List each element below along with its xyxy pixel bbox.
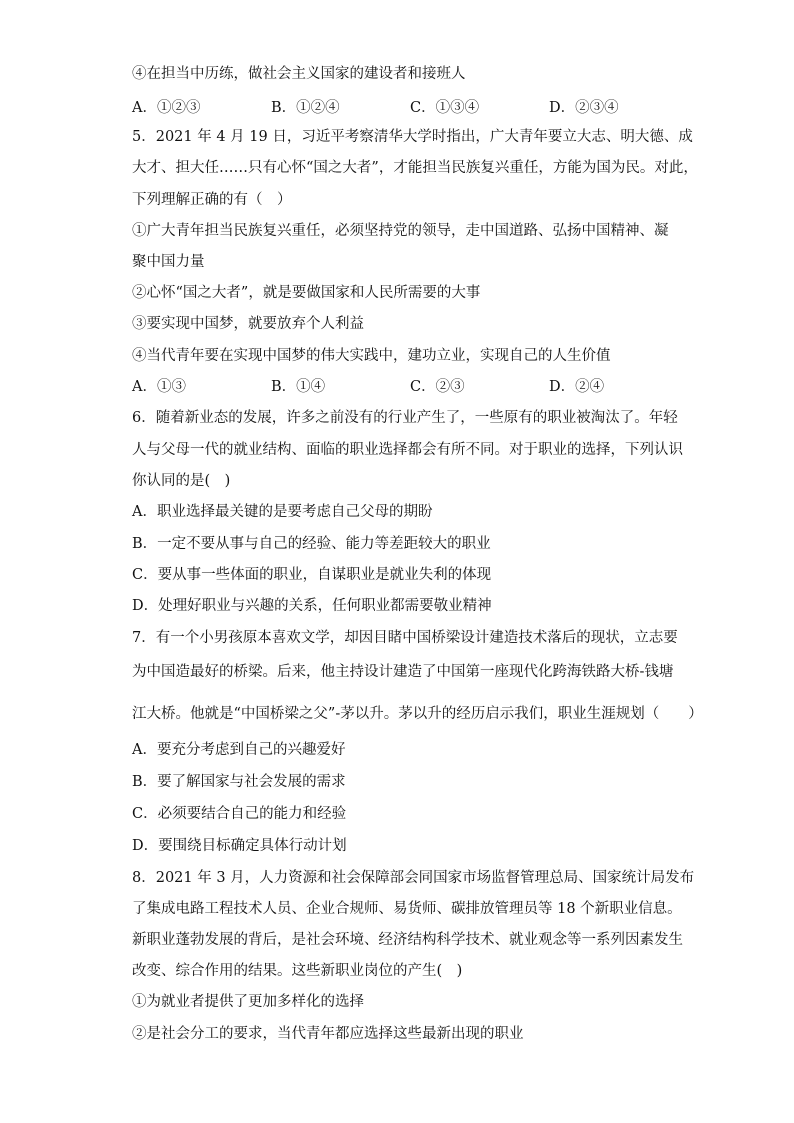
q6-option-b: B．一定不要从事与自己的经验、能力等差距较大的职业 bbox=[132, 536, 491, 552]
q5-option-d: D．②④ bbox=[549, 379, 605, 395]
q4-statement-4: ④在担当中历练，做社会主义国家的建设者和接班人 bbox=[132, 66, 466, 82]
q8-stem-line-2: 了集成电路工程技术人员、企业合规师、易货师、碳排放管理员等 18 个新职业信息。 bbox=[132, 901, 682, 917]
q4-option-c: C．①③④ bbox=[410, 100, 480, 116]
q7-option-d: D．要围绕目标确定具体行动计划 bbox=[132, 838, 347, 854]
q5-option-c: C．②③ bbox=[410, 379, 465, 395]
q8-statement-1: ①为就业者提供了更加多样化的选择 bbox=[132, 994, 364, 1010]
q6-stem-line-3: 你认同的是( ) bbox=[132, 473, 231, 489]
q4-option-a: A．①②③ bbox=[132, 100, 201, 116]
q7-option-b: B．要了解国家与社会发展的需求 bbox=[132, 774, 346, 790]
q4-option-b: B．①②④ bbox=[271, 100, 340, 116]
q7-stem-line-3: 江大桥。他就是“中国桥梁之父”-茅以升。茅以升的经历启示我们，职业生涯规划（ ） bbox=[132, 706, 703, 722]
q8-stem-line-3: 新职业蓬勃发展的背后，是社会环境、经济结构科学技术、就业观念等一系列因素发生 bbox=[132, 932, 683, 948]
q7-option-a: A．要充分考虑到自己的兴趣爱好 bbox=[132, 742, 346, 758]
q5-statement-1: ①广大青年担当民族复兴重任，必须坚持党的领导，走中国道路、弘扬中国精神、凝 bbox=[132, 223, 669, 239]
q6-option-a: A．职业选择最关键的是要考虑自己父母的期盼 bbox=[132, 504, 433, 520]
q7-stem-line-2: 为中国造最好的桥梁。后来，他主持设计建造了中国第一座现代化跨海铁路大桥-钱塘 bbox=[132, 664, 674, 680]
q5-option-a: A．①③ bbox=[132, 379, 186, 395]
q6-option-c: C．要从事一些体面的职业，自谋职业是就业失利的体现 bbox=[132, 567, 492, 583]
q8-statement-2: ②是社会分工的要求，当代青年都应选择这些最新出现的职业 bbox=[132, 1026, 524, 1042]
q5-statement-4: ④当代青年要在实现中国梦的伟大实践中，建功立业，实现自己的人生价值 bbox=[132, 348, 611, 364]
q5-statement-2: ②心怀“国之大者”，就是要做国家和人民所需要的大事 bbox=[132, 285, 481, 301]
q8-stem-line-4: 改变、综合作用的结果。这些新职业岗位的产生( ) bbox=[132, 963, 463, 979]
q5-stem-line-3: 下列理解正确的有（ ） bbox=[132, 192, 292, 208]
q5-statement-3: ③要实现中国梦，就要放弃个人利益 bbox=[132, 316, 364, 332]
q5-statement-1-cont: 聚中国力量 bbox=[132, 254, 205, 270]
q8-stem-line-1: 8．2021 年 3 月，人力资源和社会保障部会同国家市场监督管理总局、国家统计局发布 bbox=[132, 870, 695, 886]
q7-option-c: C．必须要结合自己的能力和经验 bbox=[132, 806, 347, 822]
q6-stem-line-1: 6．随着新业态的发展，许多之前没有的行业产生了，一些原有的职业被淘汰了。年轻 bbox=[132, 410, 678, 426]
q7-stem-line-1: 7．有一个小男孩原本喜欢文学，却因目睹中国桥梁设计建造技术落后的现状，立志要 bbox=[132, 630, 678, 646]
q6-option-d: D．处理好职业与兴趣的关系，任何职业都需要敬业精神 bbox=[132, 598, 492, 614]
q6-stem-line-2: 人与父母一代的就业结构、面临的职业选择都会有所不同。对于职业的选择，下列认识 bbox=[132, 442, 683, 458]
q5-stem-line-1: 5．2021 年 4 月 19 日，习近平考察清华大学时指出，广大青年要立大志、明大德、成 bbox=[132, 129, 693, 145]
q4-option-d: D．②③④ bbox=[549, 100, 619, 116]
q5-stem-line-2: 大才、担大任……只有心怀“国之大者”，才能担当民族复兴重任，方能为国为民。对此， bbox=[132, 160, 698, 176]
q5-option-b: B．①④ bbox=[271, 379, 326, 395]
